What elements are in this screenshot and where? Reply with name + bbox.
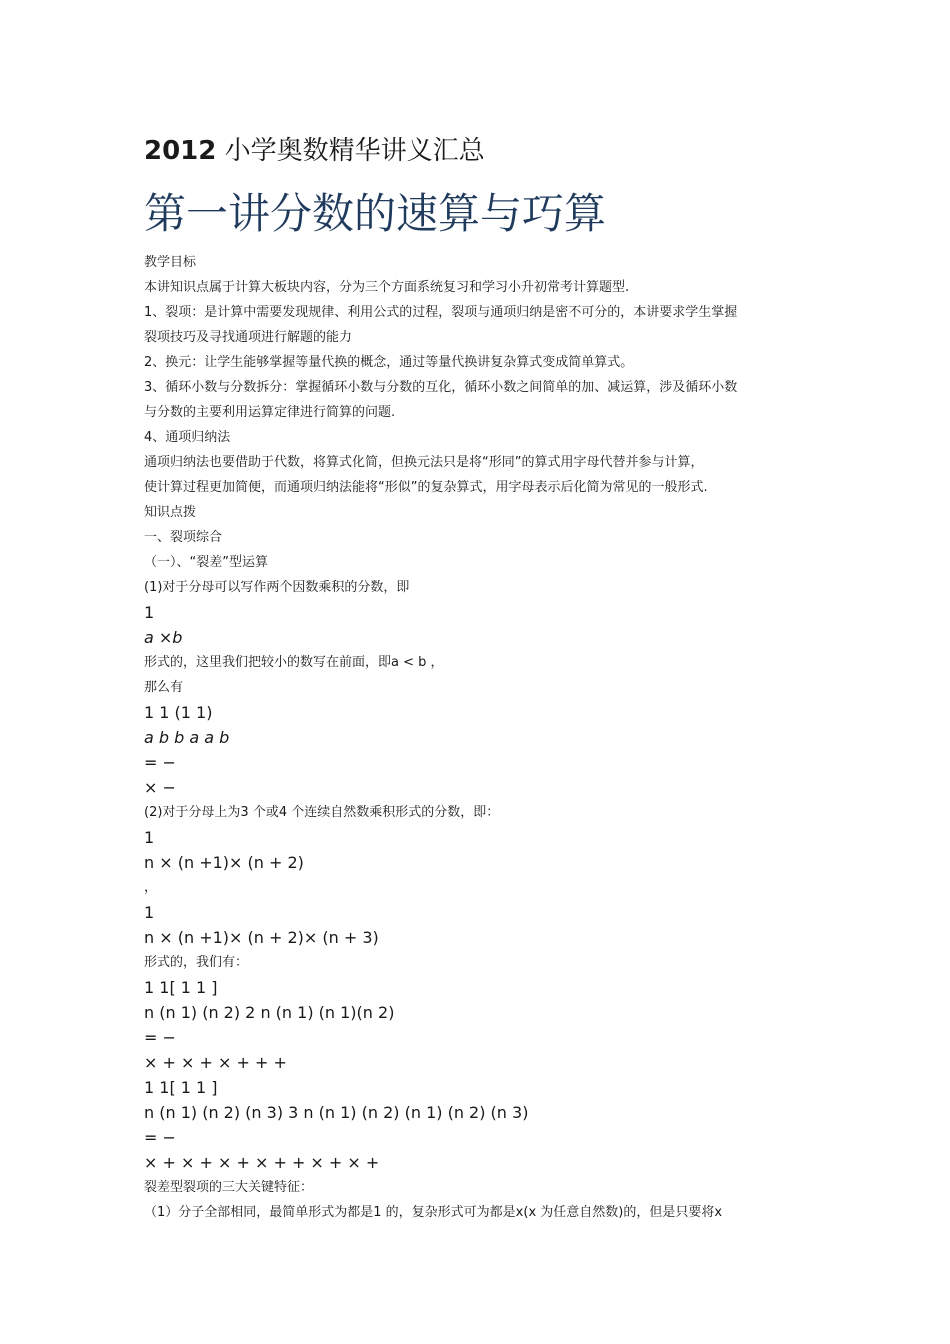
text-line: × − — [144, 778, 176, 797]
text-line: 4、通项归纳法 — [144, 430, 231, 445]
text-line: n (n 1) (n 2) (n 3) 3 n (n 1) (n 2) (n 1) (n 2) (n 3) — [144, 1103, 529, 1122]
text-line: 形式的，这里我们把较小的数写在前面，即a < b ， — [144, 655, 444, 670]
text-line: 教学目标 — [144, 255, 197, 270]
text-line: × + × + × + × + + × + × + — [144, 1153, 380, 1172]
text-line: 形式的，我们有： — [144, 955, 249, 970]
text-line: 1 1 (1 1) — [144, 703, 213, 722]
text-line: 裂项技巧及寻找通项进行解题的能力 — [144, 330, 353, 345]
text-line: 本讲知识点属于计算大板块内容，分为三个方面系统复习和学习小升初常考计算题型. — [144, 280, 630, 295]
text-line: (2)对于分母上为3 个或4 个连续自然数乘积形式的分数，即： — [144, 805, 500, 820]
text-line: = − — [144, 753, 176, 772]
text-line: 裂差型裂项的三大关键特征： — [144, 1180, 314, 1195]
document-body — [144, 250, 814, 1225]
text-line: 那么有 — [144, 680, 184, 695]
text-line: n (n 1) (n 2) 2 n (n 1) (n 1)(n 2) — [144, 1003, 395, 1022]
text-line: （一）、“裂差”型运算 — [144, 555, 268, 570]
text-line: 与分数的主要利用运算定律进行简算的问题. — [144, 405, 396, 420]
text-line: 1 — [144, 828, 155, 847]
text-line: 1 — [144, 903, 155, 922]
text-line: 2、换元：让学生能够掌握等量代换的概念，通过等量代换讲复杂算式变成简单算式。 — [144, 355, 634, 370]
text-line: （1）分子全部相同，最简单形式为都是1 的，复杂形式可为都是x(x 为任意自然数)的，但是只要将x — [144, 1205, 723, 1220]
text-line: a b b a a b — [144, 728, 230, 747]
text-line: 知识点拨 — [144, 505, 197, 520]
text-line: 1、裂项：是计算中需要发现规律、利用公式的过程，裂项与通项归纳是密不可分的，本讲要求学生掌握 — [144, 305, 738, 320]
text-line: n × (n +1)× (n + 2) — [144, 853, 304, 872]
document-title-year: 2012 — [144, 136, 217, 166]
text-line: n × (n +1)× (n + 2)× (n + 3) — [144, 928, 379, 947]
text-line: a ×b — [144, 628, 183, 647]
text-line: 1 — [144, 603, 155, 622]
text-line: 一、裂项综合 — [144, 530, 223, 545]
text-line: ， — [144, 880, 158, 895]
document-title — [144, 134, 485, 168]
text-line: = − — [144, 1128, 176, 1147]
text-line: × + × + × + + + — [144, 1053, 287, 1072]
lecture-title: 第一讲分数的速算与巧算 — [144, 189, 607, 238]
document-title-text: 小学奥数精华讲义汇总 — [216, 136, 485, 166]
text-line: 使计算过程更加简便，而通项归纳法能将“形似”的复杂算式，用字母表示后化简为常见的一般形式. — [144, 480, 708, 495]
text-line: 1 1[ 1 1 ] — [144, 978, 218, 997]
text-line: = − — [144, 1028, 176, 1047]
text-line: 3、循环小数与分数拆分：掌握循环小数与分数的互化，循环小数之间简单的加、减运算，涉及循环小数 — [144, 380, 738, 395]
text-line: 1 1[ 1 1 ] — [144, 1078, 218, 1097]
text-line: (1)对于分母可以写作两个因数乘积的分数，即 — [144, 580, 410, 595]
text-line: 通项归纳法也要借助于代数，将算式化简，但换元法只是将“形同”的算式用字母代替并参与计算， — [144, 455, 704, 470]
